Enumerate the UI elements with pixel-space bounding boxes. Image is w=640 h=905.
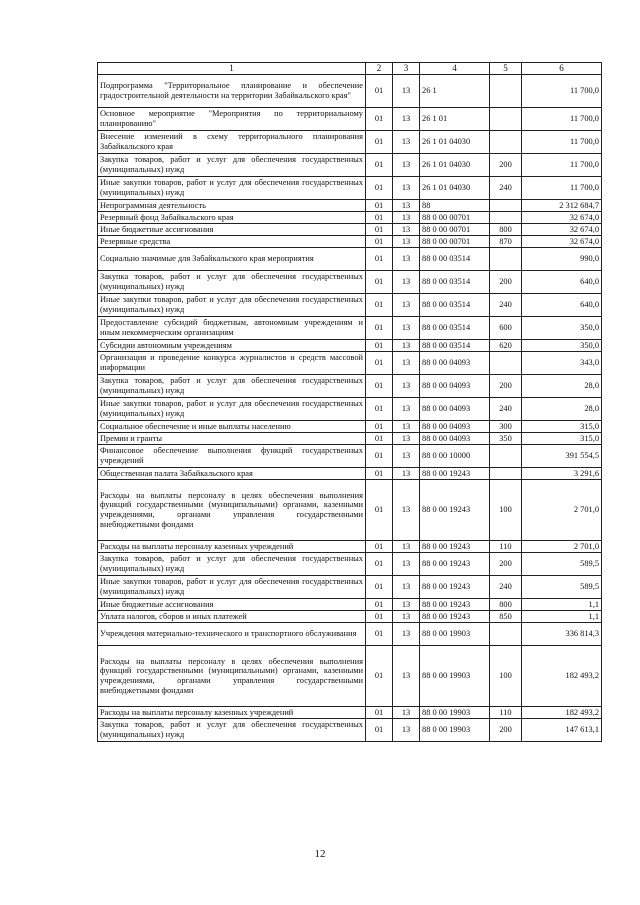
row-expense-type: 200 [490, 375, 522, 398]
row-name: Финансовое обеспечение выполнения функций государственных учреждений [98, 445, 366, 468]
row-amount: 315,0 [522, 433, 602, 445]
row-expense-type: 620 [490, 340, 522, 352]
table-row [98, 707, 602, 719]
table-row [98, 248, 602, 271]
row-expense-type: 800 [490, 224, 522, 236]
row-target-article: 88 0 00 04093 [420, 433, 490, 445]
row-expense-type [490, 75, 522, 108]
row-target-article: 88 0 00 19243 [420, 599, 490, 611]
row-section: 01 [366, 212, 393, 224]
table-row [98, 468, 602, 480]
row-expense-type [490, 108, 522, 131]
row-amount: 32 674,0 [522, 236, 602, 248]
row-section: 01 [366, 433, 393, 445]
row-amount: 2 312 684,7 [522, 200, 602, 212]
row-expense-type: 110 [490, 707, 522, 719]
row-name: Подпрограмма "Территориальное планирование и обеспечение градостроительной деятельности на территории Забайкальского края" [98, 75, 366, 108]
row-section: 01 [366, 576, 393, 599]
row-target-article: 88 0 00 19903 [420, 646, 490, 707]
row-name: Расходы на выплаты персоналу в целях обеспечения выполнения функций государственными (муниципальными) органами, казенными учреждениями, органами управления государственными внебюджетными фондами [98, 480, 366, 541]
table-header-row [98, 63, 602, 75]
row-amount: 990,0 [522, 248, 602, 271]
row-name: Закупка товаров, работ и услуг для обеспечения государственных (муниципальных) нужд [98, 154, 366, 177]
row-target-article: 88 0 00 19903 [420, 623, 490, 646]
row-name: Расходы на выплаты персоналу в целях обеспечения выполнения функций государственными (муниципальными) органами, казенными учреждениями, органами управления государственными внебюджетными фондами [98, 646, 366, 707]
row-name: Расходы на выплаты персоналу казенных учреждений [98, 541, 366, 553]
row-expense-type: 350 [490, 433, 522, 445]
header-cell: 3 [393, 63, 420, 75]
row-section: 01 [366, 154, 393, 177]
row-expense-type: 240 [490, 177, 522, 200]
row-subsection: 13 [393, 646, 420, 707]
row-name: Социальное обеспечение и иные выплаты населению [98, 421, 366, 433]
row-target-article: 88 0 00 03514 [420, 340, 490, 352]
row-section: 01 [366, 623, 393, 646]
row-expense-type: 200 [490, 719, 522, 742]
row-amount: 11 700,0 [522, 75, 602, 108]
row-section: 01 [366, 224, 393, 236]
table-row [98, 375, 602, 398]
row-amount: 28,0 [522, 398, 602, 421]
row-target-article: 88 0 00 19243 [420, 541, 490, 553]
row-amount: 640,0 [522, 294, 602, 317]
row-section: 01 [366, 445, 393, 468]
row-subsection: 13 [393, 398, 420, 421]
row-section: 01 [366, 271, 393, 294]
row-section: 01 [366, 553, 393, 576]
row-subsection: 13 [393, 212, 420, 224]
row-expense-type [490, 445, 522, 468]
row-target-article: 26 1 01 04030 [420, 131, 490, 154]
row-amount: 32 674,0 [522, 224, 602, 236]
table-row [98, 599, 602, 611]
row-name: Резервные средства [98, 236, 366, 248]
row-expense-type: 200 [490, 271, 522, 294]
row-section: 01 [366, 248, 393, 271]
row-expense-type: 200 [490, 553, 522, 576]
row-amount: 11 700,0 [522, 131, 602, 154]
row-target-article: 88 0 00 19243 [420, 611, 490, 623]
row-expense-type: 240 [490, 576, 522, 599]
row-subsection: 13 [393, 352, 420, 375]
row-target-article: 88 0 00 19243 [420, 468, 490, 480]
row-target-article: 88 [420, 200, 490, 212]
table-row [98, 553, 602, 576]
row-name: Закупка товаров, работ и услуг для обеспечения государственных (муниципальных) нужд [98, 271, 366, 294]
row-amount: 182 493,2 [522, 707, 602, 719]
row-expense-type [490, 468, 522, 480]
row-subsection: 13 [393, 445, 420, 468]
table-row [98, 212, 602, 224]
row-section: 01 [366, 398, 393, 421]
row-name: Закупка товаров, работ и услуг для обеспечения государственных (муниципальных) нужд [98, 553, 366, 576]
row-name: Иные закупки товаров, работ и услуг для обеспечения государственных (муниципальных) нужд [98, 398, 366, 421]
row-expense-type: 600 [490, 317, 522, 340]
row-subsection: 13 [393, 224, 420, 236]
table-row [98, 480, 602, 541]
row-name: Иные закупки товаров, работ и услуг для обеспечения государственных (муниципальных) нужд [98, 576, 366, 599]
row-section: 01 [366, 646, 393, 707]
row-amount: 589,5 [522, 576, 602, 599]
row-subsection: 13 [393, 177, 420, 200]
row-expense-type: 300 [490, 421, 522, 433]
table-row [98, 224, 602, 236]
row-target-article: 88 0 00 04093 [420, 398, 490, 421]
row-expense-type: 850 [490, 611, 522, 623]
row-target-article: 88 0 00 04093 [420, 352, 490, 375]
row-expense-type [490, 131, 522, 154]
row-target-article: 26 1 [420, 75, 490, 108]
row-subsection: 13 [393, 236, 420, 248]
row-section: 01 [366, 375, 393, 398]
row-subsection: 13 [393, 317, 420, 340]
row-section: 01 [366, 294, 393, 317]
row-target-article: 88 0 00 03514 [420, 294, 490, 317]
row-target-article: 88 0 00 03514 [420, 271, 490, 294]
row-name: Основное мероприятие "Мероприятия по территориальному планированию" [98, 108, 366, 131]
row-subsection: 13 [393, 611, 420, 623]
row-name: Предоставление субсидий бюджетным, автономным учреждениям и иным некоммерческим организациям [98, 317, 366, 340]
row-amount: 336 814,3 [522, 623, 602, 646]
row-amount: 11 700,0 [522, 154, 602, 177]
row-amount: 640,0 [522, 271, 602, 294]
row-target-article: 26 1 01 04030 [420, 177, 490, 200]
row-subsection: 13 [393, 200, 420, 212]
row-subsection: 13 [393, 271, 420, 294]
row-amount: 315,0 [522, 421, 602, 433]
row-section: 01 [366, 599, 393, 611]
row-section: 01 [366, 200, 393, 212]
row-target-article: 88 0 00 04093 [420, 375, 490, 398]
row-subsection: 13 [393, 468, 420, 480]
row-section: 01 [366, 480, 393, 541]
row-name: Субсидии автономным учреждениям [98, 340, 366, 352]
header-cell: 6 [522, 63, 602, 75]
row-subsection: 13 [393, 131, 420, 154]
row-name: Премии и гранты [98, 433, 366, 445]
row-name: Иные бюджетные ассигнования [98, 224, 366, 236]
row-name: Организация и проведение конкурса журналистов и средств массовой информации [98, 352, 366, 375]
table-row [98, 75, 602, 108]
table-row [98, 131, 602, 154]
row-name: Закупка товаров, работ и услуг для обеспечения государственных (муниципальных) нужд [98, 375, 366, 398]
table-row [98, 154, 602, 177]
row-target-article: 88 0 00 19903 [420, 719, 490, 742]
table-row [98, 646, 602, 707]
row-subsection: 13 [393, 248, 420, 271]
row-name: Расходы на выплаты персоналу казенных учреждений [98, 707, 366, 719]
header-cell: 1 [98, 63, 366, 75]
row-name: Иные закупки товаров, работ и услуг для обеспечения государственных (муниципальных) нужд [98, 177, 366, 200]
table-row [98, 623, 602, 646]
table-row [98, 236, 602, 248]
row-subsection: 13 [393, 541, 420, 553]
row-subsection: 13 [393, 154, 420, 177]
row-subsection: 13 [393, 294, 420, 317]
row-target-article: 88 0 00 00701 [420, 212, 490, 224]
row-amount: 3 291,6 [522, 468, 602, 480]
row-section: 01 [366, 177, 393, 200]
header-cell: 2 [366, 63, 393, 75]
row-name: Закупка товаров, работ и услуг для обеспечения государственных (муниципальных) нужд [98, 719, 366, 742]
row-section: 01 [366, 468, 393, 480]
row-name: Учреждения материально-технического и транспортного обслуживания [98, 623, 366, 646]
row-name: Уплата налогов, сборов и иных платежей [98, 611, 366, 623]
row-section: 01 [366, 340, 393, 352]
row-target-article: 88 0 00 00701 [420, 224, 490, 236]
row-expense-type: 800 [490, 599, 522, 611]
row-expense-type [490, 352, 522, 375]
row-section: 01 [366, 541, 393, 553]
row-section: 01 [366, 352, 393, 375]
table-row [98, 108, 602, 131]
row-subsection: 13 [393, 340, 420, 352]
row-target-article: 88 0 00 03514 [420, 317, 490, 340]
row-subsection: 13 [393, 707, 420, 719]
row-subsection: 13 [393, 623, 420, 646]
table-row [98, 541, 602, 553]
table-row [98, 200, 602, 212]
table-row [98, 445, 602, 468]
row-name: Иные бюджетные ассигнования [98, 599, 366, 611]
row-name: Общественная палата Забайкальского края [98, 468, 366, 480]
row-name: Социально значимые для Забайкальского края мероприятия [98, 248, 366, 271]
row-expense-type: 240 [490, 294, 522, 317]
row-subsection: 13 [393, 553, 420, 576]
row-amount: 182 493,2 [522, 646, 602, 707]
row-name: Иные закупки товаров, работ и услуг для обеспечения государственных (муниципальных) нужд [98, 294, 366, 317]
row-amount: 11 700,0 [522, 108, 602, 131]
row-name: Внесение изменений в схему территориального планирования Забайкальского края [98, 131, 366, 154]
header-cell: 5 [490, 63, 522, 75]
table-row [98, 294, 602, 317]
row-amount: 391 554,5 [522, 445, 602, 468]
row-subsection: 13 [393, 433, 420, 445]
row-amount: 589,5 [522, 553, 602, 576]
row-expense-type [490, 623, 522, 646]
table-row [98, 719, 602, 742]
row-target-article: 88 0 00 19903 [420, 707, 490, 719]
row-target-article: 88 0 00 19243 [420, 576, 490, 599]
row-subsection: 13 [393, 599, 420, 611]
row-section: 01 [366, 421, 393, 433]
row-subsection: 13 [393, 480, 420, 541]
row-expense-type: 200 [490, 154, 522, 177]
table-row [98, 433, 602, 445]
header-cell: 4 [420, 63, 490, 75]
row-expense-type: 870 [490, 236, 522, 248]
row-target-article: 88 0 00 03514 [420, 248, 490, 271]
row-section: 01 [366, 108, 393, 131]
table-row [98, 398, 602, 421]
row-amount: 28,0 [522, 375, 602, 398]
budget-table-body [98, 63, 602, 742]
table-row [98, 611, 602, 623]
row-subsection: 13 [393, 75, 420, 108]
row-amount: 11 700,0 [522, 177, 602, 200]
row-subsection: 13 [393, 719, 420, 742]
budget-table [97, 62, 602, 742]
row-target-article: 88 0 00 19243 [420, 553, 490, 576]
table-row [98, 340, 602, 352]
table-row [98, 421, 602, 433]
row-target-article: 88 0 00 00701 [420, 236, 490, 248]
row-name: Резервный фонд Забайкальского края [98, 212, 366, 224]
row-expense-type [490, 200, 522, 212]
row-section: 01 [366, 719, 393, 742]
row-expense-type: 240 [490, 398, 522, 421]
row-target-article: 88 0 00 10000 [420, 445, 490, 468]
row-expense-type: 110 [490, 541, 522, 553]
row-amount: 350,0 [522, 340, 602, 352]
row-amount: 2 701,0 [522, 480, 602, 541]
row-amount: 350,0 [522, 317, 602, 340]
row-subsection: 13 [393, 421, 420, 433]
page-number: 12 [314, 848, 326, 860]
row-expense-type [490, 248, 522, 271]
row-target-article: 88 0 00 04093 [420, 421, 490, 433]
row-amount: 1,1 [522, 599, 602, 611]
row-target-article: 88 0 00 19243 [420, 480, 490, 541]
table-row [98, 317, 602, 340]
row-section: 01 [366, 611, 393, 623]
row-subsection: 13 [393, 576, 420, 599]
table-row [98, 576, 602, 599]
row-expense-type: 100 [490, 480, 522, 541]
table-row [98, 271, 602, 294]
row-section: 01 [366, 707, 393, 719]
row-subsection: 13 [393, 375, 420, 398]
row-name: Непрограммная деятельность [98, 200, 366, 212]
row-expense-type [490, 212, 522, 224]
row-expense-type: 100 [490, 646, 522, 707]
row-target-article: 26 1 01 04030 [420, 154, 490, 177]
row-amount: 2 701,0 [522, 541, 602, 553]
row-section: 01 [366, 236, 393, 248]
row-subsection: 13 [393, 108, 420, 131]
row-amount: 147 613,1 [522, 719, 602, 742]
row-section: 01 [366, 131, 393, 154]
row-section: 01 [366, 317, 393, 340]
row-target-article: 26 1 01 [420, 108, 490, 131]
row-amount: 343,0 [522, 352, 602, 375]
table-row [98, 177, 602, 200]
row-amount: 32 674,0 [522, 212, 602, 224]
row-amount: 1,1 [522, 611, 602, 623]
table-row [98, 352, 602, 375]
row-section: 01 [366, 75, 393, 108]
